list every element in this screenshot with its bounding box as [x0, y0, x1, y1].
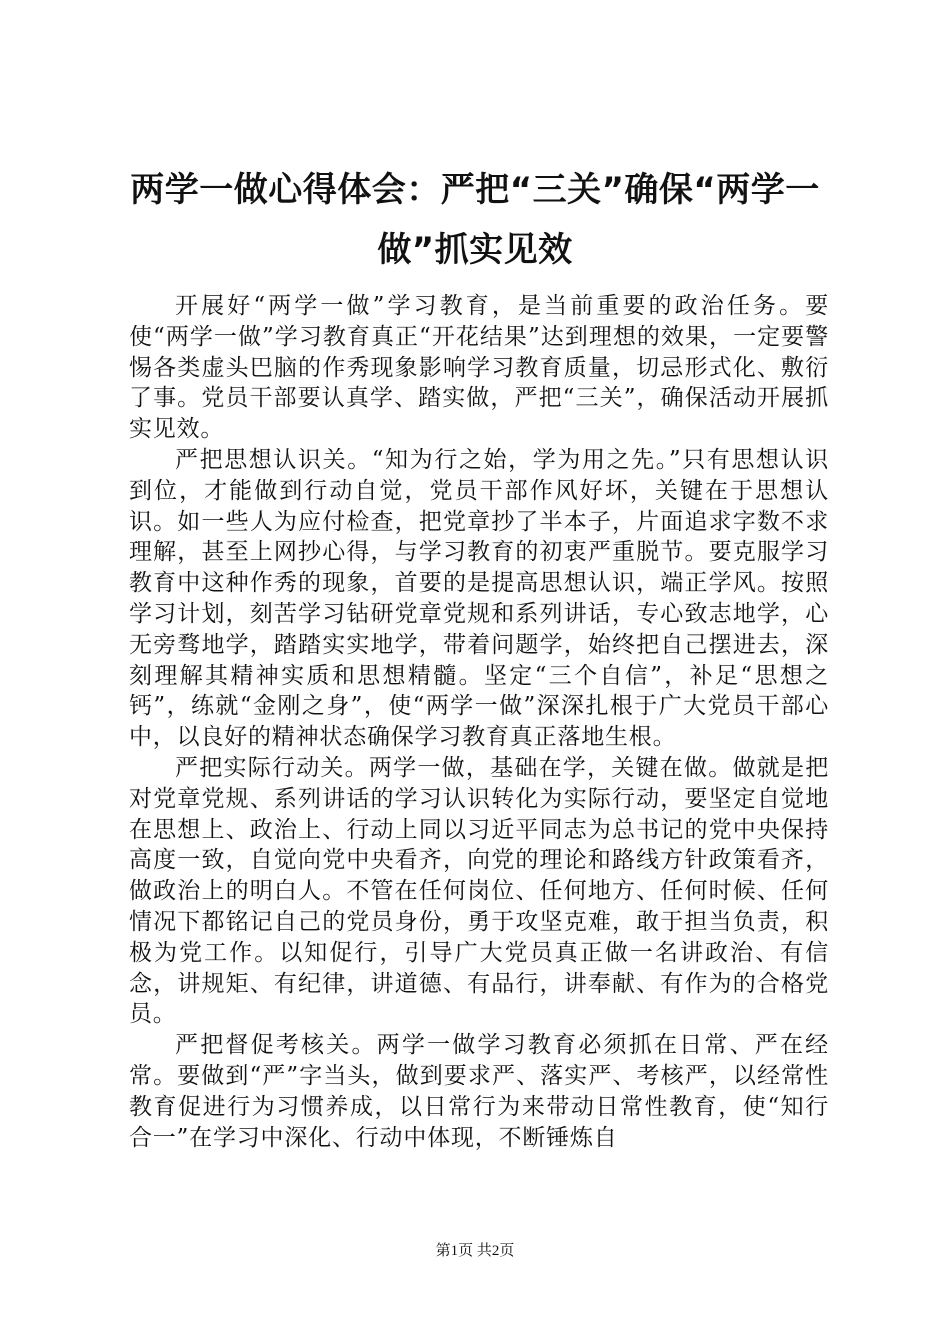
paragraph-supervision-assessment: 严把督促考核关。两学一做学习教育必须抓在日常、严在经常。要做到“严”字当头，做到要求严、落实严、考核严，以经常性教育促进行为习惯养成，以日常行为来带动日常性教育，使“知行合一”在学习中深化、行动中体现，不断锤炼自 [129, 1032, 829, 1151]
page-footer: 第1页 共2页 [435, 1243, 515, 1259]
paragraph-thought-awareness: 严把思想认识关。“知为行之始，学为用之先。”只有思想认识到位，才能做到行动自觉，党员干部作风好坏，关键在于思想认识。如一些人为应付检查，把党章抄了半本子，片面追求字数不求理解，甚至上网抄心得，与学习教育的初衷严重脱节。要克服学习教育中这种作秀的现象，首要的是提高思想认识，端正学风。按照学习计划，刻苦学习钻研党章党规和系列讲话，专心致志地学，心无旁骛地学，踏踏实实地学，带着问题学，始终把自己摆进去，深刻理解其精神实质和思想精髓。坚定“三个自信”，补足“思想之钙”，练就“金刚之身”，使“两学一做”深深扎根于广大党员干部心中，以良好的精神状态确保学习教育真正落地生根。 [129, 446, 829, 751]
document-title: 两学一做心得体会：严把“三关”确保“两学一做”抓实见效 [130, 170, 820, 270]
document-body [129, 291, 829, 1153]
paragraph-intro: 开展好“两学一做”学习教育，是当前重要的政治任务。要使“两学一做”学习教育真正“开花结果”达到理想的效果，一定要警惕各类虚头巴脑的作秀现象影响学习教育质量，切忌形式化、敷衍了事。党员干部要认真学、踏实做，严把“三关”，确保活动开展抓实见效。 [129, 293, 829, 443]
paragraph-practical-action: 严把实际行动关。两学一做，基础在学，关键在做。做就是把对党章党规、系列讲话的学习认识转化为实际行动，要坚定自觉地在思想上、政治上、行动上同以习近平同志为总书记的党中央保持高度一致，自觉向党中央看齐，向党的理论和路线方针政策看齐，做政治上的明白人。不管在任何岗位、任何地方、任何时候、任何情况下都铭记自己的党员身份，勇于攻坚克难，敢于担当负责，积极为党工作。以知促行，引导广大党员真正做一名讲政治、有信念，讲规矩、有纪律，讲道德、有品行，讲奉献、有作为的合格党员。 [129, 754, 829, 1028]
